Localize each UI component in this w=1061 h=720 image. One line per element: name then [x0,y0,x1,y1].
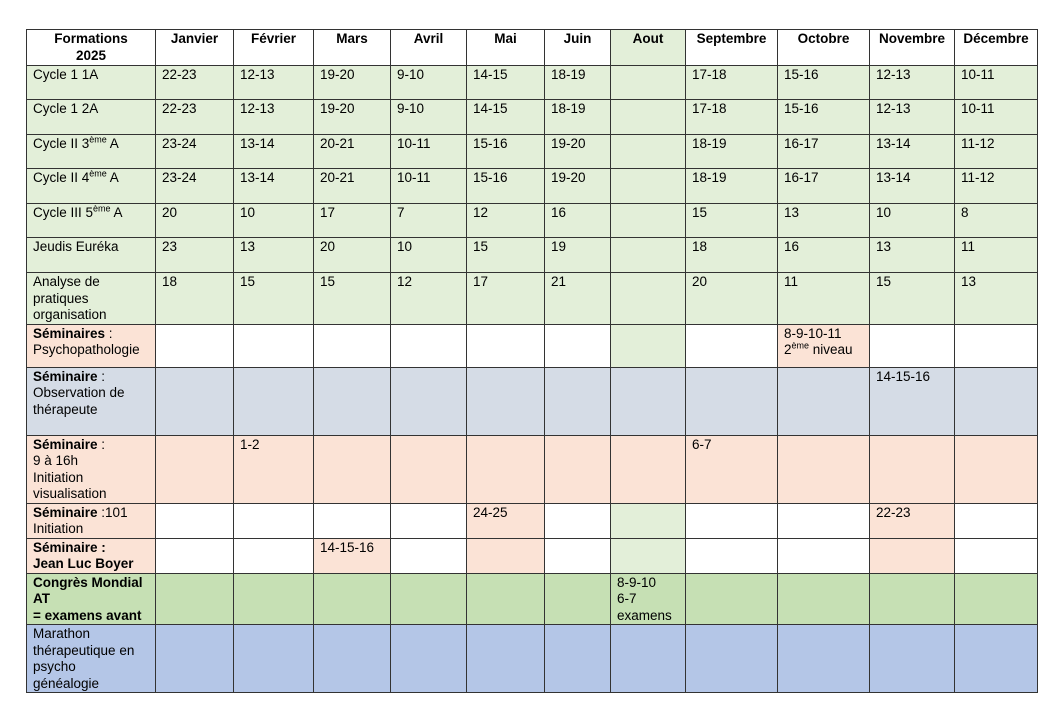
table-cell [778,503,870,538]
table-cell: 9-10 [391,66,467,100]
table-cell: 15 [870,273,955,325]
table-row [27,435,1038,503]
table-cell [467,367,545,435]
table-cell: 13-14 [870,169,955,204]
table-cell: 16 [545,204,611,238]
table-cell: 20-21 [314,135,391,169]
table-cell [314,573,391,625]
table-cell: 10 [870,204,955,238]
table-cell: 10-11 [391,135,467,169]
row-label: Congrès Mondial AT = examens avant [27,573,156,625]
table-cell: 23 [156,238,234,273]
table-cell [391,573,467,625]
table-cell: 14-15 [467,100,545,135]
table-cell: 19-20 [314,100,391,135]
table-cell [545,538,611,573]
table-row [27,169,1038,204]
table-cell [778,435,870,503]
row-label: Cycle II 4ème A [27,169,156,204]
table-cell: 19-20 [545,135,611,169]
table-cell [870,573,955,625]
table-cell: 13 [778,204,870,238]
table-cell [778,367,870,435]
table-cell [611,324,686,367]
table-cell [391,503,467,538]
header-avril: Avril [391,30,467,66]
table-cell [234,503,314,538]
table-cell [955,573,1038,625]
table-cell: 14-15 [467,66,545,100]
table-cell [314,625,391,693]
table-row [27,100,1038,135]
header-septembre: Septembre [686,30,778,66]
table-cell [611,538,686,573]
table-cell [156,503,234,538]
row-label: Cycle 1 1A [27,66,156,100]
table-cell [870,435,955,503]
table-cell: 20 [686,273,778,325]
header-decembre: Décembre [955,30,1038,66]
table-cell [778,538,870,573]
table-cell [545,503,611,538]
table-cell [467,625,545,693]
table-cell: 11 [955,238,1038,273]
table-row [27,324,1038,367]
table-cell: 15-16 [467,135,545,169]
row-label: Séminaire :101 Initiation [27,503,156,538]
row-label: Cycle 1 2A [27,100,156,135]
table-cell: 22-23 [156,100,234,135]
header-mars: Mars [314,30,391,66]
table-cell: 17 [467,273,545,325]
table-cell [156,367,234,435]
table-cell [955,538,1038,573]
table-cell [314,367,391,435]
table-cell [611,169,686,204]
table-cell [870,625,955,693]
table-cell [955,503,1038,538]
table-cell: 18 [156,273,234,325]
table-cell: 15-16 [778,100,870,135]
table-cell: 6-7 [686,435,778,503]
table-cell [545,625,611,693]
table-row [27,204,1038,238]
table-cell [778,625,870,693]
table-cell: 13 [955,273,1038,325]
row-label: Séminaire : 9 à 16h Initiation visualisation [27,435,156,503]
row-label: Cycle III 5ème A [27,204,156,238]
table-cell: 12-13 [234,100,314,135]
table-cell: 19-20 [314,66,391,100]
table-cell [545,367,611,435]
table-row [27,238,1038,273]
table-cell: 20 [156,204,234,238]
table-cell: 20-21 [314,169,391,204]
table-cell [955,367,1038,435]
table-row [27,273,1038,325]
table-cell: 15-16 [467,169,545,204]
table-cell [467,573,545,625]
table-cell: 14-15-16 [870,367,955,435]
table-cell [778,573,870,625]
row-label: Séminaire : Observation de thérapeute [27,367,156,435]
table-cell [391,367,467,435]
table-cell: 21 [545,273,611,325]
table-cell [611,503,686,538]
table-cell: 1-2 [234,435,314,503]
table-cell: 18-19 [686,135,778,169]
table-cell [870,538,955,573]
table-cell [156,573,234,625]
header-novembre: Novembre [870,30,955,66]
table-cell: 10-11 [391,169,467,204]
table-cell [611,100,686,135]
table-cell [156,435,234,503]
table-row [27,503,1038,538]
table-cell [467,538,545,573]
table-cell: 18 [686,238,778,273]
table-cell: 11-12 [955,169,1038,204]
table-cell [391,538,467,573]
table-cell [234,573,314,625]
table-cell [314,435,391,503]
table-cell: 8-9-10 6-7 examens [611,573,686,625]
formations-calendar-table [26,29,1038,693]
row-label: Cycle II 3ème A [27,135,156,169]
table-cell: 9-10 [391,100,467,135]
table-cell: 11 [778,273,870,325]
header-octobre: Octobre [778,30,870,66]
table-cell: 12 [467,204,545,238]
table-cell: 22-23 [870,503,955,538]
header-formations: Formations 2025 [27,30,156,66]
table-cell [611,66,686,100]
header-mai: Mai [467,30,545,66]
table-cell: 8 [955,204,1038,238]
table-cell [611,435,686,503]
row-label: Séminaire : Jean Luc Boyer [27,538,156,573]
table-cell [955,625,1038,693]
table-cell: 20 [314,238,391,273]
table-cell: 13-14 [234,135,314,169]
table-cell: 18-19 [545,66,611,100]
table-cell [611,367,686,435]
table-cell [391,625,467,693]
table-cell: 8-9-10-11 2ème niveau [778,324,870,367]
table-cell [611,204,686,238]
table-cell [611,135,686,169]
table-row [27,573,1038,625]
table-cell: 23-24 [156,135,234,169]
table-cell: 19 [545,238,611,273]
header-fevrier: Février [234,30,314,66]
table-cell [391,324,467,367]
table-cell: 16-17 [778,169,870,204]
table-cell: 10-11 [955,100,1038,135]
table-cell [156,538,234,573]
table-cell [156,625,234,693]
table-row [27,135,1038,169]
row-label: Séminaires : Psychopathologie [27,324,156,367]
table-cell: 12-13 [234,66,314,100]
table-cell: 23-24 [156,169,234,204]
table-cell [467,435,545,503]
table-cell: 12-13 [870,100,955,135]
header-janvier: Janvier [156,30,234,66]
table-cell [611,238,686,273]
table-cell [686,367,778,435]
table-row [27,538,1038,573]
table-cell [391,435,467,503]
table-cell [955,435,1038,503]
header-row [27,30,1038,66]
table-cell [611,273,686,325]
row-label: Jeudis Euréka [27,238,156,273]
table-cell: 24-25 [467,503,545,538]
table-cell: 7 [391,204,467,238]
table-cell [686,573,778,625]
table-cell [870,324,955,367]
table-cell: 17 [314,204,391,238]
table-cell [686,324,778,367]
table-cell: 18-19 [686,169,778,204]
table-cell [234,625,314,693]
table-cell: 17-18 [686,66,778,100]
table-cell: 15 [234,273,314,325]
table-row [27,625,1038,693]
table-cell: 13 [870,238,955,273]
table-cell: 13-14 [234,169,314,204]
table-cell [234,367,314,435]
table-cell [234,324,314,367]
table-cell: 14-15-16 [314,538,391,573]
header-aout: Aout [611,30,686,66]
table-cell: 15-16 [778,66,870,100]
table-cell: 19-20 [545,169,611,204]
table-cell: 15 [314,273,391,325]
table-cell [156,324,234,367]
table-row [27,367,1038,435]
table-cell: 11-12 [955,135,1038,169]
table-cell: 10 [391,238,467,273]
table-cell: 10-11 [955,66,1038,100]
table-cell [545,435,611,503]
table-cell [467,324,545,367]
table-cell [686,538,778,573]
table-cell: 13 [234,238,314,273]
table-cell [314,324,391,367]
table-cell [234,538,314,573]
table-cell: 15 [467,238,545,273]
table-cell [545,324,611,367]
table-cell: 15 [686,204,778,238]
table-cell: 12 [391,273,467,325]
table-cell: 13-14 [870,135,955,169]
table-cell [686,625,778,693]
table-cell: 18-19 [545,100,611,135]
table-cell [545,573,611,625]
row-label: Analyse de pratiques organisation [27,273,156,325]
table-cell: 17-18 [686,100,778,135]
table-cell: 22-23 [156,66,234,100]
table-cell: 16-17 [778,135,870,169]
table-cell: 12-13 [870,66,955,100]
table-cell: 10 [234,204,314,238]
table-cell [611,625,686,693]
table-row [27,66,1038,100]
table-cell [955,324,1038,367]
header-juin: Juin [545,30,611,66]
row-label: Marathon thérapeutique en psycho généalogie [27,625,156,693]
table-cell: 16 [778,238,870,273]
table-cell [686,503,778,538]
table-cell [314,503,391,538]
